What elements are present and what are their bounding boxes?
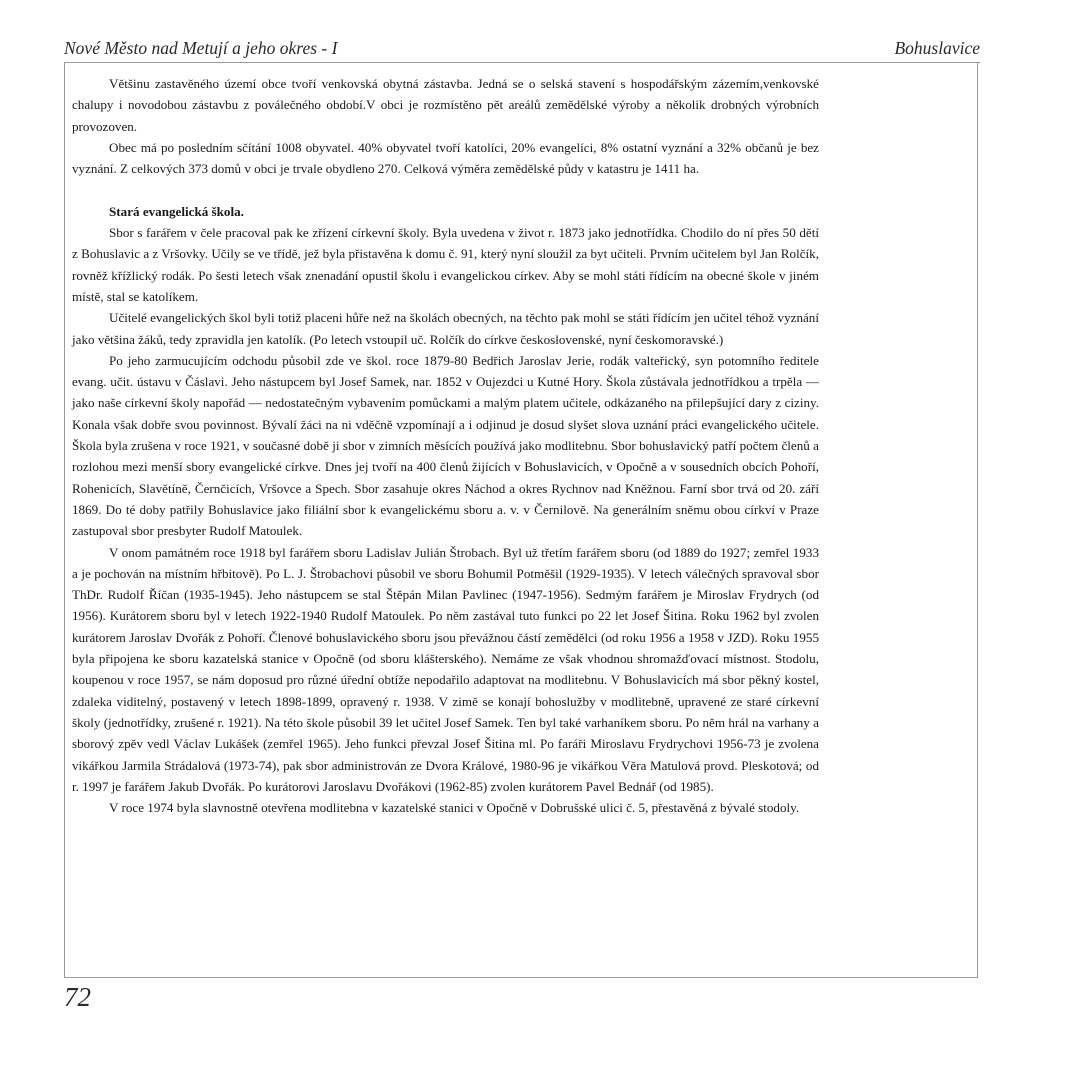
paragraph-school-founding: Sbor s farářem v čele pracoval pak ke zřízení církevní školy. Byla uvedena v život r. 1873 jako jednotřídka. Chodilo do ní přes 50 dětí z Bohuslavic a z Vršovky. Učily se ve třídě, jež byla přistavěna k domu č. 91, který nyní sloužil za byt učiteli. Prvním učitelem byl Jan Rolčík, rovněž křížlický rodák. Po šesti letech však znenadání opustil školu i evangelickou církev. Aby se mohl státi řídícím na obecné škole v jiném místě, stal se katolíkem. [72,225,819,304]
paragraph-teachers: Učitelé evangelických škol byli totiž placeni hůře než na školách obecných, na těchto pak mohl se státi řídícím jen učitel téhož vyznání jako většina žáků, tedy zpravidla jen katolík. (Po letech vstoupil uč. Rolčík do církve československé, nyní českomoravské.) [72,310,819,347]
paragraph-school-history: Po jeho zarmucujícím odchodu působil zde ve škol. roce 1879-80 Bedřich Jaroslav Jerie, rodák valteřický, syn potomního ředitele evang. učit. ústavu v Čáslavi. Jeho nástupcem byl Josef Samek, nar. 1852 v Oujezdci u Kutné Hory. Škola zůstávala jednotřídkou a trpěla — jako naše církevní školy napořád — nedostatečným vybavením pomůckami a malým platem učitele, odkázaného na přilepšující dary z ciziny. Konala však dobře svou povinnost. Bývalí žáci na ni vděčně vzpomínají a i odjinud je dosud slyšet slova uznání práci evangelického učitele. Škola byla zrušena v roce 1921, v současné době ji sbor v zimních měsících používá jako modlitebnu. Sbor bohuslavický patří počtem členů a rozlohou mezi menší sbory evangelické církve. Dnes jej tvoří na 400 členů žijících v Bohuslavicích, v Opočně a v sousedních obcích Pohoří, Rohenicích, Slavětíně, Černčicích, Vršovce a Spech. Sbor zasahuje okres Náchod a okres Rychnov nad Kněžnou. Farní sbor trvá od 20. září 1869. Do té doby patřily Bohuslavice jako filiální sbor k evangelickému sboru a. v. v Černilově. Na generálním sněmu obou církví v Praze zastupoval sbor presbyter Rudolf Matoulek. [72,352,819,539]
publication-title: Nové Město nad Metují a jeho okres - I [64,38,338,58]
paragraph-intro: Většinu zastavěného území obce tvoří venkovská obytná zástavba. Jedná se o selská stavení s hospodářským zázemím,venkovské chalupy i novodobou zástavbu z poválečného období.V obci je rozmístěno pět areálů zemědělské výroby a několik drobných výrobních provozoven. [72,76,819,134]
section-heading: Stará evangelická škola. [109,203,244,219]
page-number: 72 [64,982,91,1012]
article-body [72,73,819,818]
running-header [64,38,980,60]
chapter-title: Bohuslavice [894,38,980,58]
paragraph-pastors: V onom památném roce 1918 byl farářem sboru Ladislav Julián Štrobach. Byl už třetím farářem sboru (od 1889 do 1927; zemřel 1933 a je pochován na místním hřbitově). Po L. J. Štrobachovi působil ve sboru Bohumil Potměšil (1929-1935). V letech válečných spravoval sbor ThDr. Rudolf Říčan (1935-1945). Jeho nástupcem se stal Štěpán Milan Pavlinec (1947-1956). Sedmým farářem je Miroslav Frydrych (od 1956). Kurátorem sboru byl v letech 1922-1940 Rudolf Matoulek. Po něm zastával tuto funkci po 22 let Josef Šitina. Roku 1962 byl zvolen kurátorem Jaroslav Dvořák z Pohoří. Členové bohuslavického sboru jsou převážnou částí zemědělci (od roku 1956 a 1958 v JZD). Roku 1955 byla připojena ke sboru kazatelská stanice v Opočně (od sboru klášterského). Nemáme ze však vhodnou shromažďovací místnost. Stodolu, koupenou v roce 1957, se nám doposud pro různé úřední obtíže nepodařilo adaptovat na modlitebnu. V Bohuslavicích má sbor pěkný kostel, zdaleka viditelný, postavený v letech 1898-1899, opravený r. 1938. V zimě se konají bohoslužby v modlitebně, upravené ze staré církevní školy (jednotřídky, zrušené r. 1921). Na této škole působil 39 let učitel Josef Samek. Ten byl také varhaníkem sboru. Po něm hrál na varhany a sborový zpěv vedl Václav Lukášek (zemřel 1965). Jeho funkci převzal Josef Šitina ml. Po faráři Miroslavu Frydrychovi 1956-73 je zvolena vikářkou Jarmila Strádalová (1973-74), pak sbor administrován ze Dvora Králové, 1980-96 je vikářkou Věra Matulová provd. Pleskotová; od r. 1997 je farářem Jakub Dvořák. Po kurátorovi Jaroslavu Dvořákovi (1962-85) zvolen kurátorem Pavel Bednář (od 1985). [72,544,819,794]
paragraph-population: Obec má po posledním sčítání 1008 obyvatel. 40% obyvatel tvoří katolíci, 20% evangelíci, 8% ostatní vyznání a 32% občanů je bez vyznání. Z celkových 373 domů v obci je trvale obydleno 270. Celková výměra zemědělské půdy v katastru je 1411 ha. [72,139,819,177]
paragraph-prayer-house: V roce 1974 byla slavnostně otevřena modlitebna v kazatelské stanici v Opočně v Dobrušské ulici č. 5, přestavěná z bývalé stodoly. [109,800,800,816]
